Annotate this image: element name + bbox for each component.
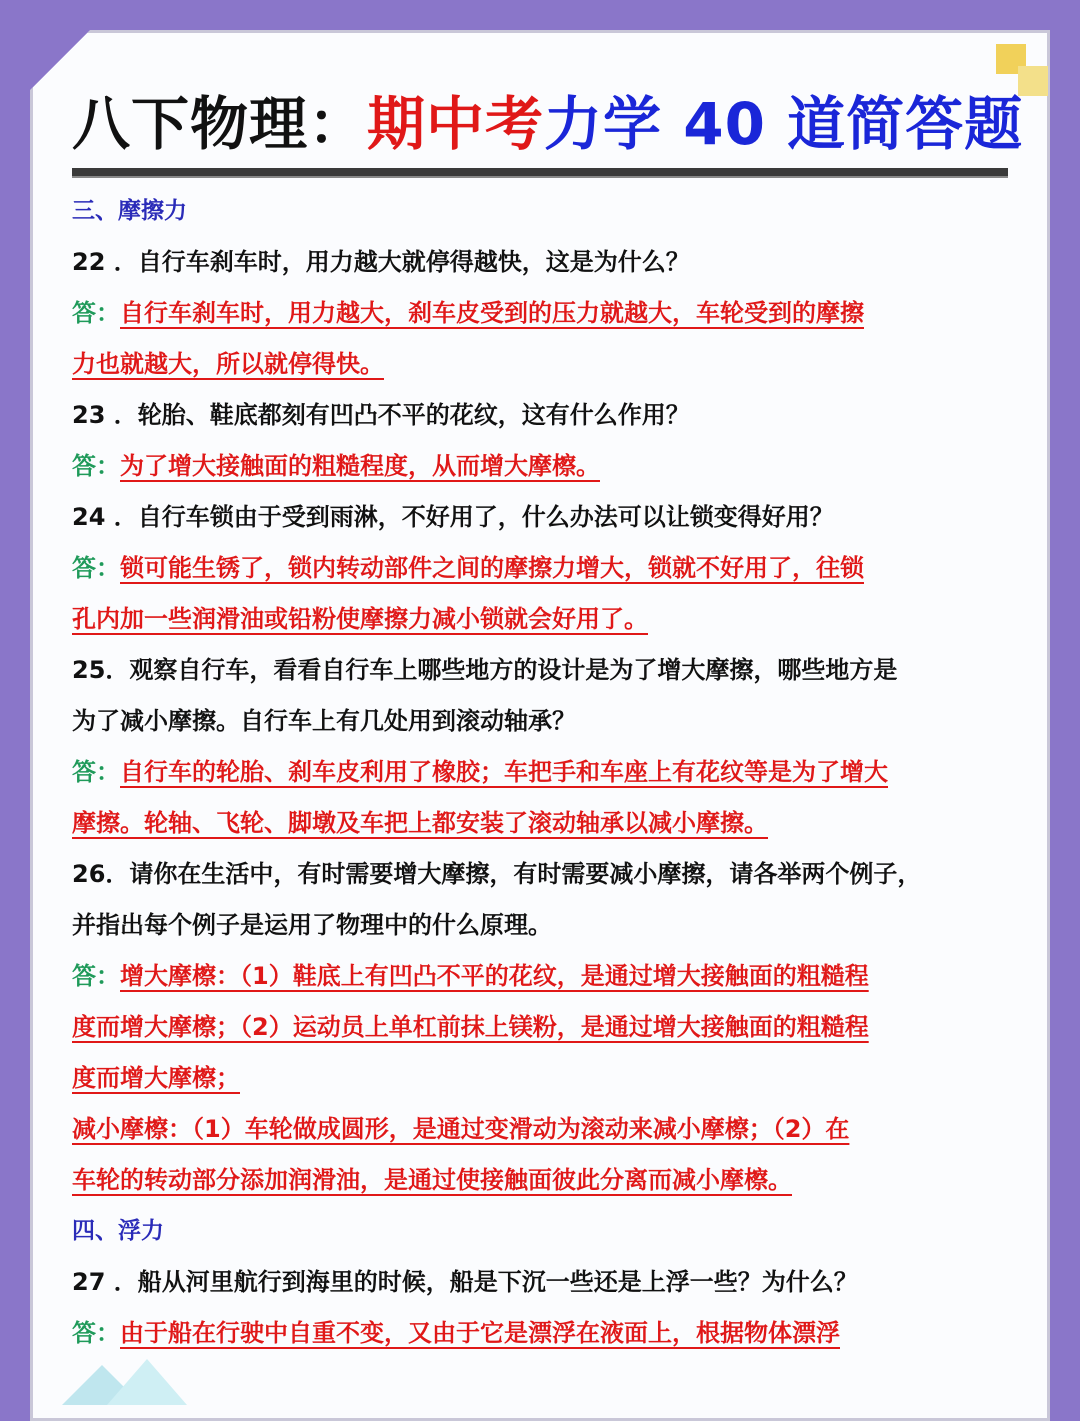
answer-line [72, 747, 1008, 798]
answer-line [72, 1104, 1008, 1155]
answer-line [72, 1002, 1008, 1053]
title-topic: 力学 [544, 90, 663, 158]
answer-line [72, 288, 1008, 339]
answer-line [72, 1155, 1008, 1206]
answer-label: 答： [72, 452, 120, 480]
title-count: 40 道简答题 [662, 90, 1024, 158]
answer-label: 答： [72, 1319, 120, 1347]
title-subject: 八下物理： [72, 90, 368, 158]
question-text: 25．观察自行车，看看自行车上哪些地方的设计是为了增大摩擦，哪些地方是 [72, 656, 898, 684]
question-list [72, 186, 1008, 1359]
answer-text: 为了增大接触面的粗糙程度，从而增大摩檫。 [120, 452, 600, 480]
page-title [72, 84, 1023, 164]
answer-text: 车轮的转动部分添加润滑油，是通过使接触面彼此分离而减小摩檫。 [72, 1166, 792, 1194]
answer-text: 增大摩檫：（1）鞋底上有凹凸不平的花纹，是通过增大接触面的粗糙程 [120, 962, 869, 990]
question-text: 23 ．轮胎、鞋底都刻有凹凸不平的花纹，这有什么作用？ [72, 401, 690, 429]
answer-line [72, 1308, 1008, 1359]
answer-line [72, 1053, 1008, 1104]
title-exam: 期中考 [367, 90, 545, 158]
question-text: 24 ．自行车锁由于受到雨淋，不好用了，什么办法可以让锁变得好用？ [72, 503, 834, 531]
answer-text: 力也就越大，所以就停得快。 [72, 350, 384, 378]
answer-line [72, 543, 1008, 594]
answer-text: 度而增大摩檫； [72, 1064, 240, 1092]
answer-text: 摩擦。轮轴、飞轮、脚墩及车把上都安装了滚动轴承以减小摩擦。 [72, 809, 768, 837]
section-heading: 三、摩擦力 [72, 198, 187, 224]
answer-text: 由于船在行驶中自重不变，又由于它是漂浮在液面上，根据物体漂浮 [120, 1319, 840, 1347]
answer-line [72, 798, 1008, 849]
question-text: 27 ．船从河里航行到海里的时候，船是下沉一些还是上浮一些？为什么？ [72, 1268, 858, 1296]
question-text: 为了减小摩擦。自行车上有几处用到滚动轴承？ [72, 707, 576, 735]
answer-label: 答： [72, 299, 120, 327]
answer-text: 自行车的轮胎、刹车皮利用了橡胶；车把手和车座上有花纹等是为了增大 [120, 758, 888, 786]
question-text: 并指出每个例子是运用了物理中的什么原理。 [72, 911, 552, 939]
answer-text: 锁可能生锈了，锁内转动部件之间的摩擦力增大，锁就不好用了，往锁 [120, 554, 864, 582]
title-divider [72, 168, 1008, 178]
answer-label: 答： [72, 758, 120, 786]
answer-line [72, 339, 1008, 390]
answer-line [72, 951, 1008, 1002]
page-header [72, 84, 1024, 164]
answer-text: 度而增大摩檫；（2）运动员上单杠前抹上镁粉，是通过增大接触面的粗糙程 [72, 1013, 869, 1041]
question-text: 22 ．自行车刹车时，用力越大就停得越快，这是为什么？ [72, 248, 690, 276]
answer-text: 自行车刹车时，用力越大，刹车皮受到的压力就越大，车轮受到的摩擦 [120, 299, 864, 327]
answer-text: 孔内加一些润滑油或铅粉使摩擦力减小锁就会好用了。 [72, 605, 648, 633]
folded-corner [30, 30, 90, 90]
answer-line [72, 441, 1008, 492]
section-heading: 四、浮力 [72, 1218, 164, 1244]
answer-label: 答： [72, 554, 120, 582]
answer-text: 减小摩檫：（1）车轮做成圆形，是通过变滑动为滚动来减小摩檫；（2）在 [72, 1115, 850, 1143]
mountain-decoration-icon [62, 1345, 202, 1405]
answer-line [72, 594, 1008, 645]
answer-label: 答： [72, 962, 120, 990]
question-text: 26．请你在生活中，有时需要增大摩擦，有时需要减小摩擦，请各举两个例子， [72, 860, 922, 888]
